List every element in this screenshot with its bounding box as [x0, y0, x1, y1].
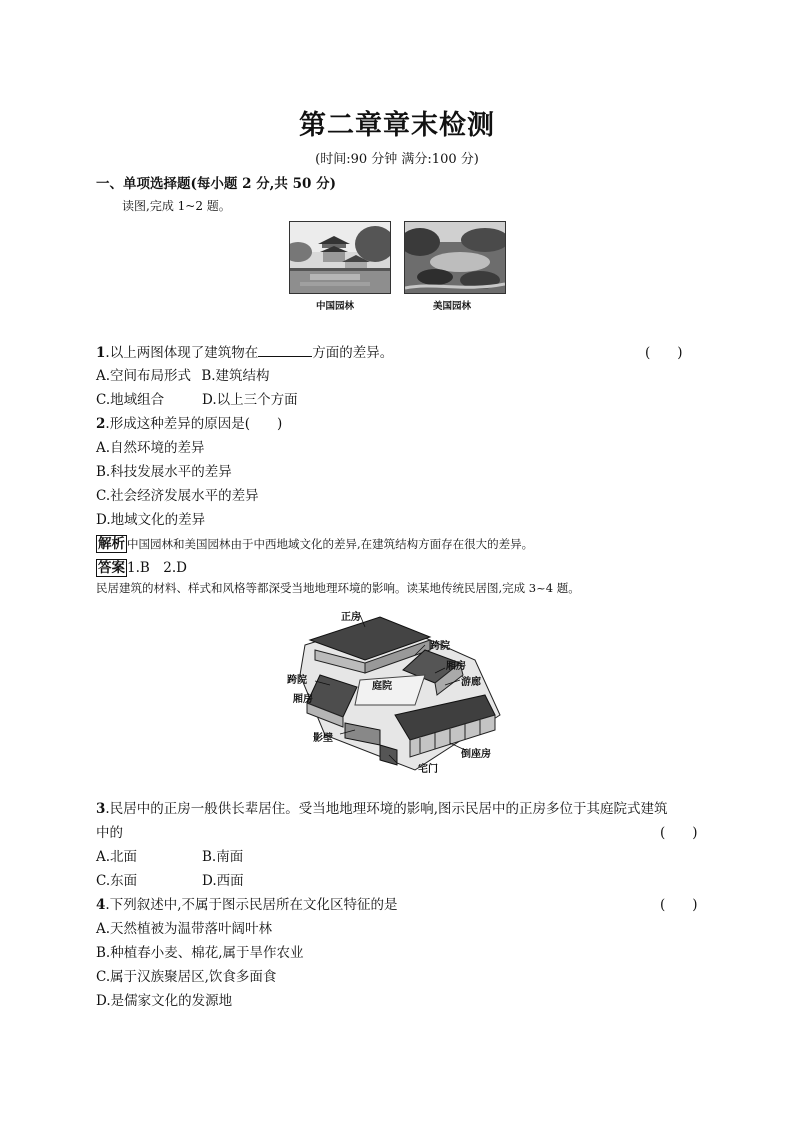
analysis-tag: 解析 [98, 536, 125, 552]
option-a: A.自然环境的差异 [96, 440, 205, 456]
label-courtyard: 庭院 [372, 681, 392, 692]
instruction-q3-4: 民居建筑的材料、样式和风格等都深受当地地理环境的影响。读某地传统民居图,完成 3~4 题。 [96, 581, 580, 595]
question-4 [96, 893, 398, 913]
label-side-courtyard-left: 跨院 [287, 675, 307, 686]
option-c: C.地域组合 [96, 392, 165, 408]
option-d: D.是儒家文化的发源地 [96, 993, 233, 1009]
answer-tag: 答案 [98, 560, 125, 576]
option-b: B.科技发展水平的差异 [96, 464, 232, 480]
option-d: D.西面 [202, 873, 244, 889]
analysis-text: 中国园林和美国园林由于中西地域文化的差异,在建筑结构方面存在很大的差异。 [127, 537, 534, 551]
q1-options-row-1 [96, 364, 270, 384]
section-heading: 一、单项选择题(每小题 2 分,共 50 分) [96, 176, 336, 192]
answer-parentheses: ( ) [660, 897, 698, 913]
label-wing-room-left: 厢房 [293, 694, 313, 705]
label-gate: 宅门 [418, 764, 438, 775]
label-screen-wall: 影壁 [313, 733, 333, 744]
page-title: 第二章章末检测 [299, 110, 495, 141]
question-1 [96, 341, 393, 361]
answer [96, 556, 187, 576]
question-2 [96, 412, 282, 432]
question-number: 3 [96, 801, 106, 817]
label-main-hall: 正房 [341, 612, 361, 623]
label-south-house: 倒座房 [461, 749, 491, 760]
question-text: .下列叙述中,不属于图示民居所在文化区特征的是 [105, 897, 398, 913]
question-text: .以上两图体现了建筑物在 [105, 345, 259, 361]
option-a: A.北面 [96, 849, 138, 865]
question-number: 1 [96, 345, 106, 361]
label-corridor: 游廊 [461, 677, 481, 688]
question-text: .民居中的正房一般供长辈居住。受当地地理环境的影响,图示民居中的正房多位于其庭院式建筑 [105, 801, 668, 817]
answer-blank [258, 344, 312, 357]
answer-text: 1.B 2.D [127, 560, 188, 576]
instruction-q1-2: 读图,完成 1~2 题。 [122, 199, 231, 213]
option-d: D.以上三个方面 [202, 392, 298, 408]
chinese-garden-photo [289, 221, 391, 294]
caption-chinese-garden: 中国园林 [316, 301, 355, 312]
label-wing-room-right: 厢房 [446, 661, 466, 672]
option-c: C.属于汉族聚居区,饮食多面食 [96, 969, 277, 985]
option-b: B.种植春小麦、棉花,属于旱作农业 [96, 945, 304, 961]
answer-parentheses: ( ) [660, 825, 698, 841]
label-side-courtyard-right: 跨院 [430, 641, 450, 652]
answer-parentheses: ( ) [645, 345, 683, 361]
question-3-line-2: 中的 [96, 825, 123, 841]
option-a: A.天然植被为温带落叶阔叶林 [96, 921, 273, 937]
caption-american-garden: 美国园林 [433, 301, 472, 312]
question-number: 4 [96, 897, 106, 913]
analysis [96, 532, 533, 552]
q1-options-row-2 [96, 388, 164, 408]
option-a: A.空间布局形式 [96, 368, 192, 384]
exam-info: (时间:90 分钟 满分:100 分) [315, 152, 479, 167]
option-b: B.建筑结构 [201, 368, 270, 384]
question-number: 2 [96, 416, 106, 432]
option-c: C.社会经济发展水平的差异 [96, 488, 259, 504]
question-text-end: 方面的差异。 [312, 345, 394, 361]
option-c: C.东面 [96, 873, 138, 889]
question-3 [96, 797, 668, 817]
option-b: B.南面 [202, 849, 244, 865]
option-d: D.地域文化的差异 [96, 512, 206, 528]
question-text: .形成这种差异的原因是( ) [105, 416, 283, 432]
american-garden-photo [404, 221, 506, 294]
